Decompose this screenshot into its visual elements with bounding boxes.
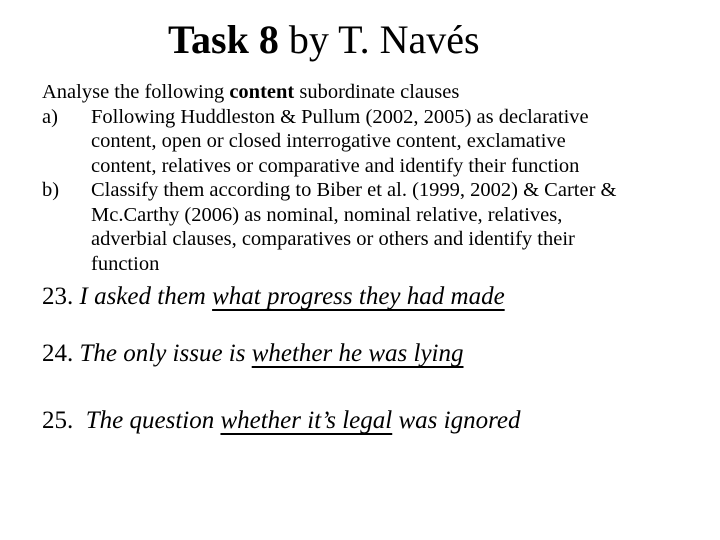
item-text	[91, 178, 712, 276]
page-title	[168, 14, 480, 66]
sentence-text-before: I asked them	[73, 283, 213, 310]
instruction-item-b	[42, 178, 712, 276]
item-line: content, open or closed interrogative content, exclamative	[91, 130, 566, 152]
intro-bold-word: content	[229, 81, 295, 103]
underlined-clause: whether he was lying	[251, 340, 464, 367]
instructions	[42, 80, 712, 276]
title-bold: Task 8	[168, 17, 279, 62]
item-line: Following Huddleston & Pullum (2002, 2005) as declarative	[91, 105, 589, 128]
sentence-25	[42, 406, 520, 436]
sentence-24	[42, 339, 464, 369]
item-text	[91, 105, 712, 179]
item-line: content, relatives or comparative and identify their function	[91, 154, 580, 177]
instructions-intro	[42, 80, 712, 105]
item-line: Classify them according to Biber et al. (1999, 2002) & Carter &	[91, 179, 617, 201]
sentence-number: 24.	[42, 340, 74, 367]
sentence-text-after: was ignored	[392, 407, 521, 434]
item-line: Mc.Carthy (2006) as nominal, nominal relative, relatives,	[91, 203, 563, 226]
title-rest: by T. Navés	[278, 17, 480, 62]
sentence-number: 25.	[42, 407, 74, 434]
intro-text-after: subordinate clauses	[294, 81, 460, 103]
underlined-clause: what progress they had made	[212, 283, 505, 310]
item-line: adverbial clauses, comparatives or others and identify their	[91, 228, 575, 250]
item-line: function	[91, 252, 160, 275]
intro-text-before: Analyse the following	[42, 81, 230, 103]
item-marker: a)	[42, 105, 58, 128]
sentence-number: 23.	[42, 283, 74, 310]
sentence-text-before: The question	[73, 407, 221, 434]
sentence-23	[42, 282, 505, 312]
instruction-item-a	[42, 105, 712, 179]
item-marker: b)	[42, 179, 60, 201]
underlined-clause: whether it’s legal	[220, 407, 393, 434]
sentence-text-before: The only issue is	[73, 340, 252, 367]
